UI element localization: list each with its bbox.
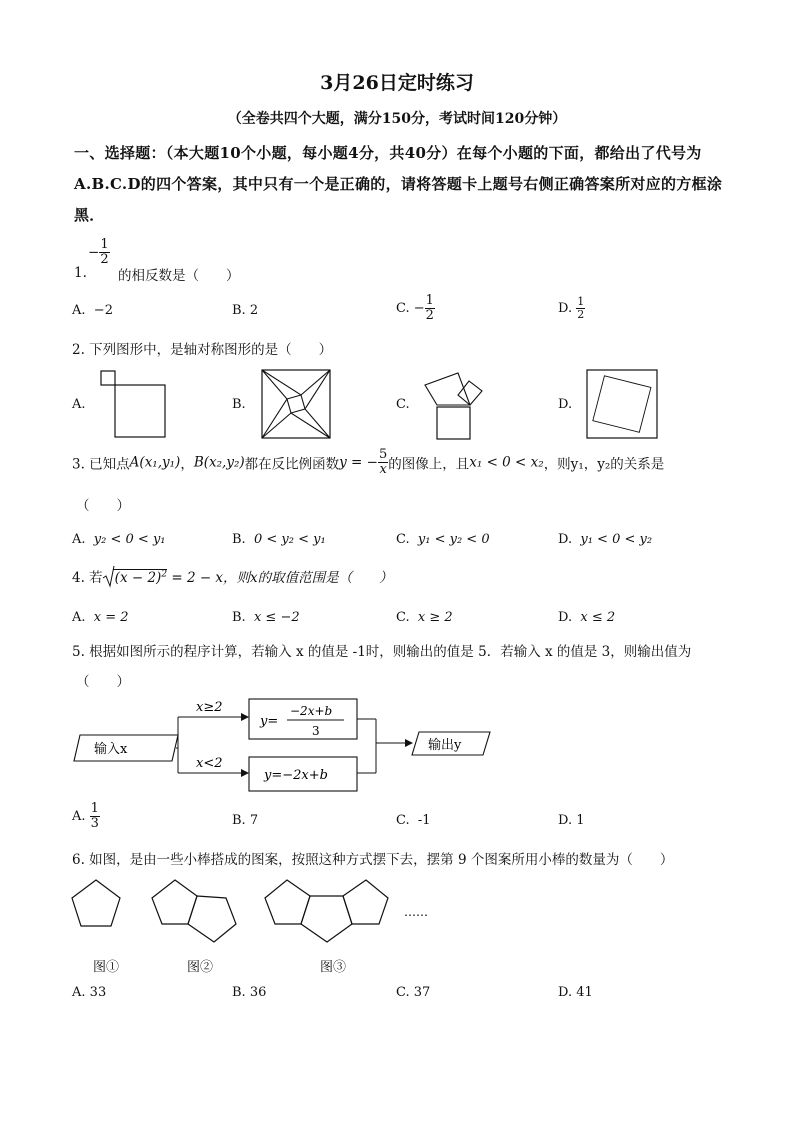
- option-label: A.: [72, 303, 86, 318]
- option-label: A.: [72, 985, 86, 1000]
- option-text: y₁ < y₂ < 0: [417, 532, 490, 547]
- option-text: x = 2: [93, 610, 129, 625]
- option-num: 1: [90, 801, 99, 816]
- q4-exp: 2: [161, 569, 168, 580]
- q3-func-lhs: y = −: [339, 454, 378, 471]
- q5-option-a[interactable]: [72, 802, 100, 831]
- option-label: B.: [232, 985, 246, 1000]
- q3-point-b: B(x₂,y₂): [193, 454, 245, 471]
- option-num: 1: [425, 293, 434, 308]
- option-label: B.: [232, 813, 246, 828]
- output-label: 输出y: [428, 738, 462, 753]
- option-text: 2: [249, 303, 259, 318]
- section-heading: 一、选择题：（本大题10个小题，每小题4分，共40分）在每个小题的下面，都给出了代号为A.B.C.D的四个答案，其中只有一个是正确的，请将答题卡上题号右侧正确答案所对应的方框涂黑．: [74, 144, 723, 224]
- q5-option-b[interactable]: [232, 813, 258, 828]
- option-label: B.: [232, 532, 246, 547]
- q6-stem: 6. 如图，是由一些小棒搭成的图案，按照这种方式摆下去，摆第 9 个图案所用小棒的数量为（ ）: [72, 852, 674, 868]
- option-text: 41: [576, 985, 593, 1000]
- q3-option-d[interactable]: [558, 532, 652, 547]
- option-label: A.: [72, 809, 86, 824]
- page-subtitle: （全卷共四个大题，满分150分，考试时间120分钟）: [227, 111, 567, 127]
- q3-ask: ，则y₁，y₂的关系是: [543, 456, 665, 473]
- q4-rhs: = 2 − x，则x的取值范围是（ ）: [167, 570, 393, 586]
- option-label: D.: [558, 813, 573, 828]
- question-1: [74, 238, 120, 290]
- q3-point-a: A(x₁,y₁): [129, 454, 181, 471]
- option-text: 1: [576, 813, 585, 828]
- option-label: D.: [558, 610, 573, 625]
- q5-flowchart: [72, 695, 492, 800]
- q3-lead: 3. 已知点: [72, 456, 130, 473]
- option-label: C.: [396, 985, 410, 1000]
- q2-figure-c: [420, 367, 490, 441]
- q1-frac-sign: −: [88, 244, 100, 261]
- option-den: 2: [425, 308, 434, 323]
- box-top-num: −2x+b: [290, 704, 333, 718]
- option-label: D.: [558, 985, 573, 1000]
- option-num: 1: [577, 295, 585, 308]
- sqrt-sign: [103, 566, 115, 588]
- pentagon-2b: [188, 896, 236, 942]
- option-label: C.: [396, 813, 410, 828]
- option-den: 3: [90, 816, 99, 831]
- pentagon-3c: [343, 880, 388, 924]
- option-text: -1: [417, 813, 431, 828]
- q1-number: 1.: [74, 265, 87, 281]
- q1-stem: 的相反数是（ ）: [118, 268, 240, 284]
- q3-func-den: x: [379, 462, 387, 477]
- pentagon-1: [72, 880, 120, 926]
- q1-option-c[interactable]: [396, 294, 435, 323]
- q3-cond: x₁ < 0 < x₂: [469, 454, 544, 471]
- q4-lead: 4. 若: [72, 570, 103, 586]
- option-label: C.: [396, 610, 410, 625]
- q2-option-d[interactable]: D.: [558, 397, 573, 412]
- ellipsis: ……: [404, 905, 428, 919]
- q4-option-c[interactable]: [396, 610, 453, 625]
- q3-mid: 都在反比例函数: [244, 456, 340, 473]
- cond-bottom: x<2: [196, 756, 223, 771]
- option-label: D.: [558, 301, 573, 316]
- q3-option-a[interactable]: [72, 532, 166, 547]
- q6-option-b[interactable]: [232, 985, 266, 1000]
- box-bottom-text: y=−2x+b: [264, 768, 328, 783]
- q6-caption-2: 图②: [187, 960, 214, 975]
- q5-line2: （ ）: [76, 674, 130, 690]
- q5-option-d[interactable]: [558, 813, 585, 828]
- q2-figure-b: [261, 369, 331, 439]
- q5-line1: 5. 根据如图所示的程序计算，若输入 x 的值是 -1时，则输出的值是 5．若输入 x 的值是 3，则输出值为: [72, 644, 692, 660]
- option-text: −2: [93, 303, 113, 318]
- q2-stem: 2. 下列图形中，是轴对称图形的是（ ）: [72, 342, 333, 358]
- option-text: 37: [413, 985, 431, 1000]
- input-label: 输入x: [94, 742, 128, 757]
- q2-figure-a: [100, 370, 166, 438]
- q4-stem: [72, 566, 393, 586]
- q6-caption-3: 图③: [320, 960, 347, 975]
- option-label: C.: [396, 301, 410, 316]
- q4-option-b[interactable]: [232, 610, 300, 625]
- q5-option-c[interactable]: [396, 813, 431, 828]
- q1-option-d[interactable]: [558, 296, 585, 321]
- q6-caption-1: 图①: [93, 960, 120, 975]
- q3-option-c[interactable]: [396, 532, 490, 547]
- option-text: 7: [249, 813, 259, 828]
- option-text: x ≤ 2: [580, 610, 616, 625]
- page-title: 3月26日定时练习: [320, 72, 474, 94]
- q3-stem: [72, 448, 664, 477]
- option-text: 33: [89, 985, 107, 1000]
- box-top-lhs: y=: [260, 714, 279, 729]
- q3-tail: 的图像上，且: [388, 456, 470, 473]
- q1-frac-num: 1: [100, 237, 109, 252]
- q6-figures: [68, 876, 468, 946]
- q2-option-b[interactable]: B.: [232, 397, 246, 412]
- option-text: y₂ < 0 < y₁: [93, 532, 166, 547]
- q2-option-c[interactable]: C.: [396, 397, 410, 412]
- option-label: C.: [396, 532, 410, 547]
- option-text: x ≤ −2: [253, 610, 300, 625]
- q4-option-d[interactable]: [558, 610, 615, 625]
- q3-sep: ，: [180, 456, 194, 473]
- q2-figure-d: [586, 369, 658, 439]
- option-label: A.: [72, 532, 86, 547]
- option-den: 2: [577, 308, 585, 321]
- option-text: y₁ < 0 < y₂: [580, 532, 653, 547]
- q6-option-d[interactable]: [558, 985, 593, 1000]
- option-text: x ≥ 2: [417, 610, 453, 625]
- option-label: B.: [232, 610, 246, 625]
- q2-option-a[interactable]: A.: [72, 397, 86, 412]
- option-label: D.: [558, 532, 573, 547]
- q3-func-num: 5: [378, 447, 388, 462]
- q4-radicand: (x − 2): [114, 570, 162, 586]
- q1-option-b[interactable]: [232, 303, 258, 318]
- option-label: A.: [72, 610, 86, 625]
- option-text: 0 < y₂ < y₁: [253, 532, 326, 547]
- q4-option-a[interactable]: [72, 610, 129, 625]
- q3-option-b[interactable]: [232, 532, 326, 547]
- box-top-den: 3: [312, 724, 320, 738]
- pentagon-3b: [301, 896, 352, 942]
- cond-top: x≥2: [196, 700, 223, 715]
- option-text: 36: [249, 985, 267, 1000]
- q3-paren: （ ）: [76, 498, 130, 514]
- q1-frac-den: 2: [100, 252, 109, 267]
- q6-option-a[interactable]: [72, 985, 106, 1000]
- q1-option-a[interactable]: [72, 303, 113, 318]
- option-label: B.: [232, 303, 246, 318]
- q6-option-c[interactable]: [396, 985, 430, 1000]
- option-sign: −: [413, 301, 425, 316]
